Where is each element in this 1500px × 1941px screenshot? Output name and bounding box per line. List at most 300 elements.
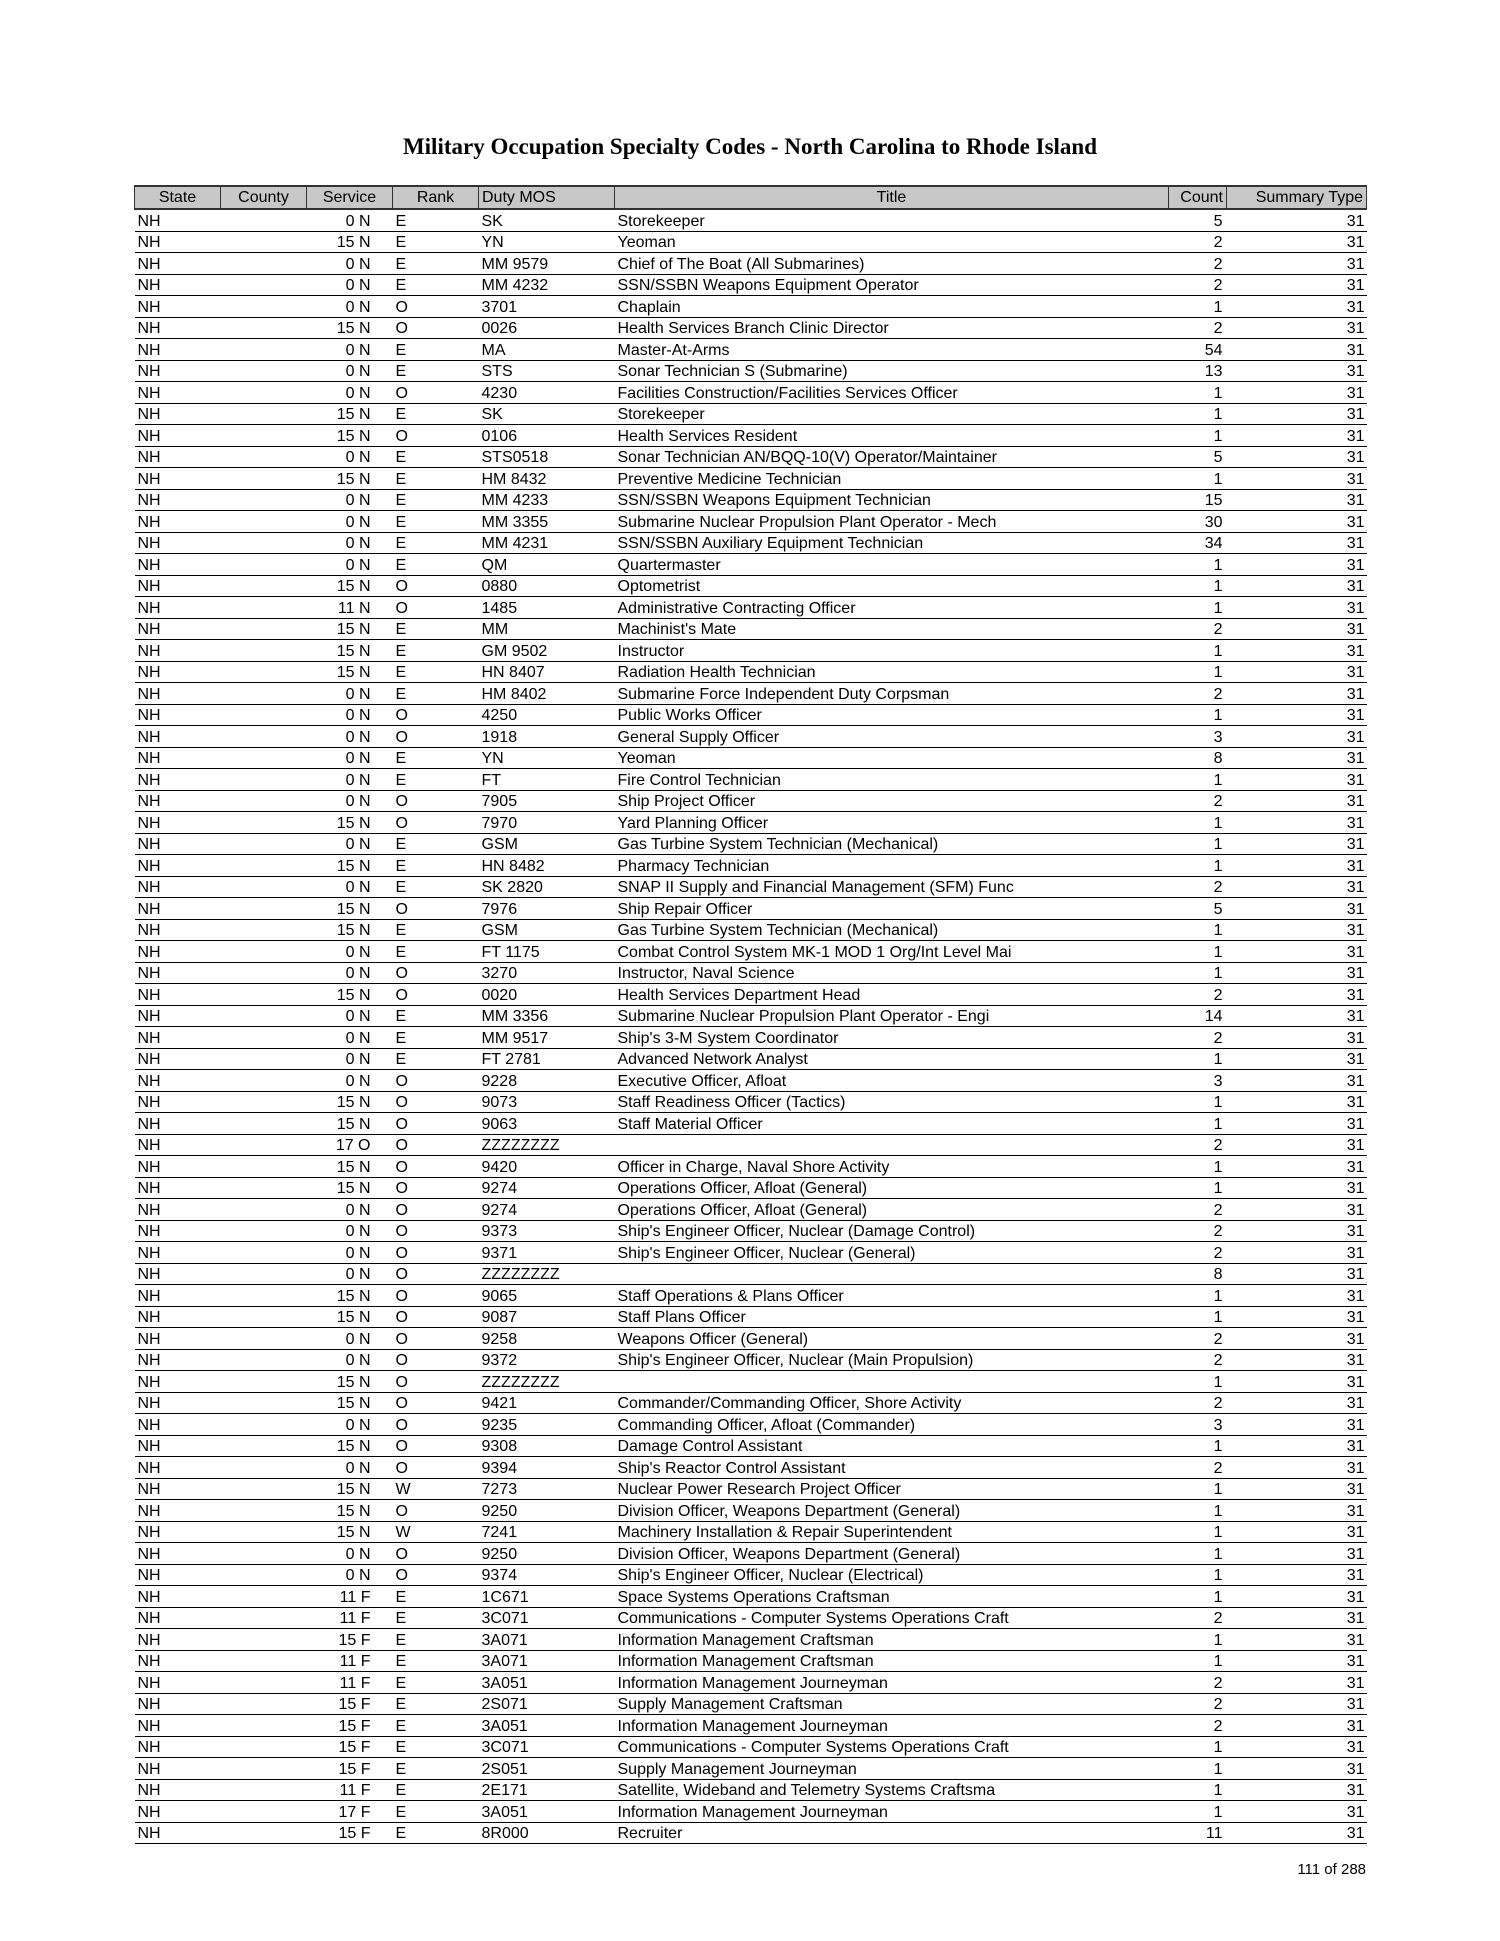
cell-county-service: 15 N (221, 1091, 393, 1113)
cell-rank: O (393, 1199, 479, 1221)
cell-count: 2 (1169, 1457, 1227, 1479)
cell-summary-type: 31 (1227, 962, 1367, 984)
page-title: Military Occupation Specialty Codes - North Carolina to Rhode Island (402, 134, 1098, 159)
cell-title: Staff Material Officer (615, 1113, 1169, 1135)
cell-title: Staff Plans Officer (615, 1306, 1169, 1328)
cell-summary-type: 31 (1227, 296, 1367, 318)
cell-county-service: 0 N (221, 962, 393, 984)
cell-summary-type: 31 (1227, 726, 1367, 748)
cell-title: Health Services Branch Clinic Director (615, 317, 1169, 339)
cell-state: NH (135, 919, 221, 941)
cell-rank: O (393, 1457, 479, 1479)
cell-state: NH (135, 446, 221, 468)
cell-summary-type: 31 (1227, 597, 1367, 619)
cell-title: Chaplain (615, 296, 1169, 318)
cell-rank: O (393, 425, 479, 447)
cell-state: NH (135, 1779, 221, 1801)
cell-count: 3 (1169, 1414, 1227, 1436)
cell-state: NH (135, 1091, 221, 1113)
cell-state: NH (135, 726, 221, 748)
table-row (135, 1285, 1367, 1307)
cell-rank: O (393, 296, 479, 318)
cell-county-service: 0 N (221, 511, 393, 533)
cell-county-service: 0 N (221, 339, 393, 361)
cell-county-service: 15 F (221, 1629, 393, 1651)
cell-title: Supply Management Craftsman (615, 1693, 1169, 1715)
cell-state: NH (135, 468, 221, 490)
cell-summary-type: 31 (1227, 1091, 1367, 1113)
cell-count: 1 (1169, 1521, 1227, 1543)
table-row (135, 941, 1367, 963)
table-row (135, 1693, 1367, 1715)
cell-count: 1 (1169, 1478, 1227, 1500)
cell-summary-type: 31 (1227, 769, 1367, 791)
table-row (135, 1070, 1367, 1092)
cell-rank: O (393, 1070, 479, 1092)
cell-state: NH (135, 597, 221, 619)
cell-title: Machinery Installation & Repair Superintendent (615, 1521, 1169, 1543)
cell-title: Ship's Engineer Officer, Nuclear (Electrical) (615, 1564, 1169, 1586)
cell-state: NH (135, 1564, 221, 1586)
cell-state: NH (135, 1758, 221, 1780)
cell-title: Master-At-Arms (615, 339, 1169, 361)
table-row (135, 1822, 1367, 1844)
mos-table (134, 185, 1367, 1844)
cell-count: 3 (1169, 726, 1227, 748)
cell-count: 1 (1169, 640, 1227, 662)
cell-count: 1 (1169, 1048, 1227, 1070)
cell-title: Gas Turbine System Technician (Mechanical) (615, 833, 1169, 855)
cell-summary-type: 31 (1227, 1134, 1367, 1156)
cell-title: Information Management Journeyman (615, 1715, 1169, 1737)
cell-title: Commanding Officer, Afloat (Commander) (615, 1414, 1169, 1436)
cell-county-service: 0 N (221, 726, 393, 748)
column-header-summary-type: Summary Type (1227, 186, 1367, 209)
cell-state: NH (135, 1306, 221, 1328)
mos-table-container (134, 185, 1366, 1844)
cell-state: NH (135, 833, 221, 855)
cell-rank: E (393, 1758, 479, 1780)
cell-count: 15 (1169, 489, 1227, 511)
cell-summary-type: 31 (1227, 339, 1367, 361)
cell-count: 1 (1169, 1371, 1227, 1393)
cell-state: NH (135, 1500, 221, 1522)
cell-rank: E (393, 253, 479, 275)
cell-rank: E (393, 209, 479, 231)
cell-rank: O (393, 1263, 479, 1285)
cell-count: 2 (1169, 790, 1227, 812)
cell-county-service: 15 N (221, 855, 393, 877)
cell-count: 1 (1169, 425, 1227, 447)
cell-title: Instructor (615, 640, 1169, 662)
cell-rank: E (393, 855, 479, 877)
cell-rank: E (393, 274, 479, 296)
cell-count: 2 (1169, 317, 1227, 339)
cell-county-service: 11 N (221, 597, 393, 619)
table-row (135, 209, 1367, 231)
cell-title: Instructor, Naval Science (615, 962, 1169, 984)
cell-title: Health Services Department Head (615, 984, 1169, 1006)
cell-summary-type: 31 (1227, 1629, 1367, 1651)
cell-state: NH (135, 1822, 221, 1844)
cell-title: SNAP II Supply and Financial Management (SFM) Func (615, 876, 1169, 898)
cell-duty-mos: 3C071 (479, 1736, 615, 1758)
cell-count: 1 (1169, 1177, 1227, 1199)
cell-duty-mos: 2S071 (479, 1693, 615, 1715)
cell-rank: E (393, 683, 479, 705)
cell-state: NH (135, 1543, 221, 1565)
table-row (135, 661, 1367, 683)
cell-summary-type: 31 (1227, 704, 1367, 726)
table-row (135, 1005, 1367, 1027)
cell-duty-mos: STS0518 (479, 446, 615, 468)
cell-count: 30 (1169, 511, 1227, 533)
cell-rank: E (393, 339, 479, 361)
cell-duty-mos: HN 8407 (479, 661, 615, 683)
cell-summary-type: 31 (1227, 403, 1367, 425)
cell-county-service: 11 F (221, 1650, 393, 1672)
cell-rank: W (393, 1521, 479, 1543)
cell-state: NH (135, 1027, 221, 1049)
cell-count: 2 (1169, 1328, 1227, 1350)
table-row (135, 1048, 1367, 1070)
cell-state: NH (135, 1328, 221, 1350)
cell-county-service: 15 N (221, 425, 393, 447)
cell-rank: E (393, 446, 479, 468)
cell-count: 2 (1169, 1199, 1227, 1221)
cell-count: 1 (1169, 1306, 1227, 1328)
table-row (135, 1629, 1367, 1651)
cell-title (615, 1263, 1169, 1285)
cell-summary-type: 31 (1227, 1005, 1367, 1027)
cell-county-service: 15 N (221, 919, 393, 941)
cell-count: 2 (1169, 1027, 1227, 1049)
cell-county-service: 11 F (221, 1779, 393, 1801)
cell-summary-type: 31 (1227, 425, 1367, 447)
cell-duty-mos: 9063 (479, 1113, 615, 1135)
cell-title: Submarine Nuclear Propulsion Plant Operator - Mech (615, 511, 1169, 533)
cell-rank: O (393, 597, 479, 619)
cell-count: 1 (1169, 941, 1227, 963)
cell-count: 1 (1169, 1435, 1227, 1457)
cell-duty-mos: 4250 (479, 704, 615, 726)
cell-duty-mos: 9420 (479, 1156, 615, 1178)
cell-count: 2 (1169, 984, 1227, 1006)
table-row (135, 618, 1367, 640)
table-row (135, 704, 1367, 726)
cell-duty-mos: 9371 (479, 1242, 615, 1264)
cell-state: NH (135, 231, 221, 253)
cell-county-service: 0 N (221, 532, 393, 554)
cell-county-service: 15 N (221, 1392, 393, 1414)
cell-duty-mos: MM 9517 (479, 1027, 615, 1049)
cell-summary-type: 31 (1227, 1822, 1367, 1844)
cell-count: 1 (1169, 661, 1227, 683)
cell-count: 1 (1169, 575, 1227, 597)
cell-duty-mos: 0880 (479, 575, 615, 597)
cell-summary-type: 31 (1227, 554, 1367, 576)
table-row (135, 1435, 1367, 1457)
cell-duty-mos: 2E171 (479, 1779, 615, 1801)
cell-count: 1 (1169, 1758, 1227, 1780)
cell-county-service: 0 N (221, 489, 393, 511)
table-row (135, 253, 1367, 275)
cell-title: Combat Control System MK-1 MOD 1 Org/Int Level Mai (615, 941, 1169, 963)
cell-state: NH (135, 253, 221, 275)
cell-state: NH (135, 575, 221, 597)
cell-count: 2 (1169, 1392, 1227, 1414)
cell-county-service: 15 N (221, 1306, 393, 1328)
cell-duty-mos: MM 3356 (479, 1005, 615, 1027)
cell-county-service: 15 N (221, 575, 393, 597)
cell-title: Yeoman (615, 231, 1169, 253)
cell-title: Information Management Journeyman (615, 1672, 1169, 1694)
cell-duty-mos: FT 1175 (479, 941, 615, 963)
cell-county-service: 0 N (221, 704, 393, 726)
table-row (135, 1672, 1367, 1694)
cell-duty-mos: 9308 (479, 1435, 615, 1457)
cell-county-service: 15 N (221, 231, 393, 253)
table-row (135, 747, 1367, 769)
cell-duty-mos: ZZZZZZZZ (479, 1134, 615, 1156)
table-row (135, 833, 1367, 855)
cell-summary-type: 31 (1227, 317, 1367, 339)
cell-summary-type: 31 (1227, 1500, 1367, 1522)
cell-state: NH (135, 317, 221, 339)
table-row (135, 1199, 1367, 1221)
cell-count: 5 (1169, 209, 1227, 231)
cell-duty-mos: 0026 (479, 317, 615, 339)
cell-title: Ship's Engineer Officer, Nuclear (General) (615, 1242, 1169, 1264)
cell-count: 1 (1169, 597, 1227, 619)
cell-county-service: 17 F (221, 1801, 393, 1823)
cell-state: NH (135, 209, 221, 231)
cell-county-service: 15 N (221, 1521, 393, 1543)
cell-duty-mos: 9250 (479, 1500, 615, 1522)
table-row (135, 1521, 1367, 1543)
cell-rank: E (393, 554, 479, 576)
cell-rank: E (393, 1607, 479, 1629)
cell-rank: E (393, 403, 479, 425)
cell-summary-type: 31 (1227, 1199, 1367, 1221)
table-row (135, 984, 1367, 1006)
cell-duty-mos: 3701 (479, 296, 615, 318)
cell-title: Ship's Engineer Officer, Nuclear (Main Propulsion) (615, 1349, 1169, 1371)
cell-title: Machinist's Mate (615, 618, 1169, 640)
cell-title: Optometrist (615, 575, 1169, 597)
cell-duty-mos: 9073 (479, 1091, 615, 1113)
cell-title: Public Works Officer (615, 704, 1169, 726)
cell-summary-type: 31 (1227, 489, 1367, 511)
cell-duty-mos: 7241 (479, 1521, 615, 1543)
cell-county-service: 0 N (221, 382, 393, 404)
table-row (135, 1650, 1367, 1672)
cell-count: 2 (1169, 1715, 1227, 1737)
cell-county-service: 15 N (221, 1478, 393, 1500)
cell-title: Damage Control Assistant (615, 1435, 1169, 1457)
table-row (135, 1586, 1367, 1608)
cell-rank: O (393, 1349, 479, 1371)
cell-title: Sonar Technician S (Submarine) (615, 360, 1169, 382)
cell-duty-mos: YN (479, 231, 615, 253)
cell-count: 1 (1169, 919, 1227, 941)
cell-county-service: 15 N (221, 640, 393, 662)
table-row (135, 446, 1367, 468)
cell-county-service: 15 F (221, 1715, 393, 1737)
cell-title: Information Management Craftsman (615, 1650, 1169, 1672)
cell-duty-mos: 4230 (479, 382, 615, 404)
cell-summary-type: 31 (1227, 1156, 1367, 1178)
cell-county-service: 0 N (221, 274, 393, 296)
cell-county-service: 0 N (221, 446, 393, 468)
cell-county-service: 0 N (221, 1070, 393, 1092)
table-row (135, 1242, 1367, 1264)
cell-rank: E (393, 833, 479, 855)
table-row (135, 1736, 1367, 1758)
cell-summary-type: 31 (1227, 532, 1367, 554)
cell-rank: O (393, 1242, 479, 1264)
table-row (135, 876, 1367, 898)
cell-title: Ship's Engineer Officer, Nuclear (Damage Control) (615, 1220, 1169, 1242)
table-row (135, 726, 1367, 748)
cell-count: 34 (1169, 532, 1227, 554)
table-row (135, 489, 1367, 511)
cell-rank: O (393, 382, 479, 404)
cell-count: 1 (1169, 769, 1227, 791)
cell-title: Health Services Resident (615, 425, 1169, 447)
cell-rank: E (393, 489, 479, 511)
table-row (135, 1478, 1367, 1500)
cell-county-service: 17 O (221, 1134, 393, 1156)
cell-rank: E (393, 769, 479, 791)
cell-summary-type: 31 (1227, 1306, 1367, 1328)
table-row (135, 962, 1367, 984)
cell-rank: E (393, 618, 479, 640)
cell-state: NH (135, 360, 221, 382)
cell-county-service: 15 N (221, 468, 393, 490)
cell-title: Radiation Health Technician (615, 661, 1169, 683)
cell-rank: O (393, 1156, 479, 1178)
cell-count: 1 (1169, 1629, 1227, 1651)
cell-rank: E (393, 661, 479, 683)
cell-duty-mos: 9374 (479, 1564, 615, 1586)
cell-count: 2 (1169, 1242, 1227, 1264)
cell-title: Yeoman (615, 747, 1169, 769)
cell-title: Ship's Reactor Control Assistant (615, 1457, 1169, 1479)
cell-count: 1 (1169, 1801, 1227, 1823)
cell-duty-mos: ZZZZZZZZ (479, 1371, 615, 1393)
cell-rank: O (393, 1134, 479, 1156)
table-row (135, 855, 1367, 877)
cell-county-service: 0 N (221, 253, 393, 275)
cell-state: NH (135, 511, 221, 533)
cell-rank: O (393, 1435, 479, 1457)
cell-duty-mos: 9228 (479, 1070, 615, 1092)
cell-rank: O (393, 1328, 479, 1350)
cell-summary-type: 31 (1227, 1478, 1367, 1500)
cell-rank: E (393, 1736, 479, 1758)
cell-title: Sonar Technician AN/BQQ-10(V) Operator/Maintainer (615, 446, 1169, 468)
cell-summary-type: 31 (1227, 1048, 1367, 1070)
page-number: 111 of 288 (1297, 1861, 1366, 1878)
table-body (135, 209, 1367, 1844)
table-row (135, 1113, 1367, 1135)
cell-count: 2 (1169, 1349, 1227, 1371)
cell-county-service: 0 N (221, 1220, 393, 1242)
table-row (135, 511, 1367, 533)
cell-state: NH (135, 1801, 221, 1823)
cell-state: NH (135, 1650, 221, 1672)
cell-summary-type: 31 (1227, 1758, 1367, 1780)
table-row (135, 403, 1367, 425)
cell-rank: E (393, 941, 479, 963)
cell-rank: O (393, 790, 479, 812)
cell-title: Preventive Medicine Technician (615, 468, 1169, 490)
cell-county-service: 15 N (221, 984, 393, 1006)
cell-state: NH (135, 1048, 221, 1070)
table-row (135, 1414, 1367, 1436)
cell-duty-mos: STS (479, 360, 615, 382)
cell-duty-mos: SK (479, 403, 615, 425)
cell-title: Weapons Officer (General) (615, 1328, 1169, 1350)
cell-title: Submarine Nuclear Propulsion Plant Operator - Engi (615, 1005, 1169, 1027)
cell-duty-mos: YN (479, 747, 615, 769)
cell-county-service: 15 N (221, 1285, 393, 1307)
cell-title: Division Officer, Weapons Department (General) (615, 1500, 1169, 1522)
cell-duty-mos: 7976 (479, 898, 615, 920)
cell-duty-mos: MM 4233 (479, 489, 615, 511)
cell-duty-mos: 3A071 (479, 1629, 615, 1651)
cell-summary-type: 31 (1227, 1414, 1367, 1436)
cell-state: NH (135, 1005, 221, 1027)
cell-count: 1 (1169, 833, 1227, 855)
cell-duty-mos: MA (479, 339, 615, 361)
cell-rank: E (393, 1650, 479, 1672)
cell-title: SSN/SSBN Weapons Equipment Operator (615, 274, 1169, 296)
cell-summary-type: 31 (1227, 1435, 1367, 1457)
cell-state: NH (135, 532, 221, 554)
cell-state: NH (135, 274, 221, 296)
table-row (135, 1801, 1367, 1823)
table-row (135, 532, 1367, 554)
cell-rank: O (393, 1564, 479, 1586)
cell-summary-type: 31 (1227, 274, 1367, 296)
cell-county-service: 15 N (221, 661, 393, 683)
cell-county-service: 15 N (221, 618, 393, 640)
cell-summary-type: 31 (1227, 1027, 1367, 1049)
cell-duty-mos: SK 2820 (479, 876, 615, 898)
cell-count: 1 (1169, 1779, 1227, 1801)
table-row (135, 1500, 1367, 1522)
cell-duty-mos: SK (479, 209, 615, 231)
cell-county-service: 15 N (221, 1156, 393, 1178)
cell-count: 1 (1169, 962, 1227, 984)
cell-count: 1 (1169, 554, 1227, 576)
cell-count: 1 (1169, 704, 1227, 726)
cell-count: 11 (1169, 1822, 1227, 1844)
cell-rank: E (393, 468, 479, 490)
cell-count: 1 (1169, 1500, 1227, 1522)
cell-summary-type: 31 (1227, 253, 1367, 275)
cell-state: NH (135, 382, 221, 404)
cell-rank: O (393, 1500, 479, 1522)
cell-count: 2 (1169, 618, 1227, 640)
cell-state: NH (135, 618, 221, 640)
cell-state: NH (135, 1672, 221, 1694)
cell-summary-type: 31 (1227, 1801, 1367, 1823)
cell-state: NH (135, 1349, 221, 1371)
cell-summary-type: 31 (1227, 1220, 1367, 1242)
